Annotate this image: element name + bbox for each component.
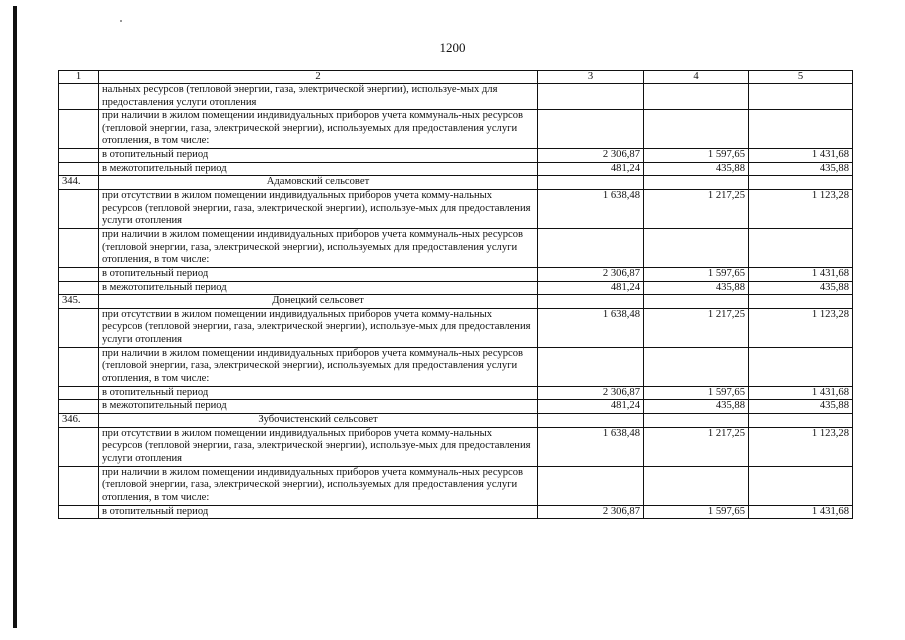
row-description: в межотопительный период — [99, 281, 538, 295]
binding-edge-line — [13, 6, 17, 628]
settlement-name: Донецкий сельсовет — [99, 295, 538, 309]
value-col5: 435,88 — [749, 400, 853, 414]
table-row — [59, 189, 853, 228]
value-col4: 1 597,65 — [644, 386, 749, 400]
row-description: в отопительный период — [99, 267, 538, 281]
column-header-4: 4 — [644, 71, 749, 84]
value-col5: 1 431,68 — [749, 386, 853, 400]
table-row — [59, 281, 853, 295]
row-description: нальных ресурсов (тепловой энергии, газа, электрической энергии), используе-мых для предоставления услуги отопления — [99, 84, 538, 110]
table-row — [59, 149, 853, 163]
value-col3: 1 638,48 — [538, 308, 644, 347]
value-col5: 435,88 — [749, 162, 853, 176]
value-col4: 435,88 — [644, 400, 749, 414]
value-col4: 1 597,65 — [644, 149, 749, 163]
table-row — [59, 427, 853, 466]
row-description: в отопительный период — [99, 505, 538, 519]
column-header-row — [59, 71, 853, 84]
value-col5: 1 123,28 — [749, 189, 853, 228]
section-header-row — [59, 413, 853, 427]
value-col3: 481,24 — [538, 281, 644, 295]
value-col5: 1 431,68 — [749, 505, 853, 519]
table-row — [59, 308, 853, 347]
value-col4: 1 597,65 — [644, 505, 749, 519]
value-col5: 1 431,68 — [749, 267, 853, 281]
table-row — [59, 228, 853, 267]
row-description: в отопительный период — [99, 149, 538, 163]
section-number: 344. — [59, 176, 99, 190]
row-description: при отсутствии в жилом помещении индивидуальных приборов учета комму-нальных ресурсов (тепловой энергии, газа, электрической энергии), используе-мых для предоставления услуги отопления — [99, 427, 538, 466]
row-description: в межотопительный период — [99, 162, 538, 176]
row-description: в отопительный период — [99, 386, 538, 400]
value-col5: 1 123,28 — [749, 308, 853, 347]
column-header-5: 5 — [749, 71, 853, 84]
value-col3: 2 306,87 — [538, 267, 644, 281]
column-header-1: 1 — [59, 71, 99, 84]
page-number: 1200 — [439, 40, 466, 55]
value-col4: 435,88 — [644, 162, 749, 176]
value-col4: 1 597,65 — [644, 267, 749, 281]
value-col3: 2 306,87 — [538, 505, 644, 519]
value-col4: 1 217,25 — [644, 189, 749, 228]
value-col3: 481,24 — [538, 162, 644, 176]
value-col3: 481,24 — [538, 400, 644, 414]
table-row — [59, 466, 853, 505]
table-row — [59, 84, 853, 110]
table-row — [59, 505, 853, 519]
section-number: 346. — [59, 413, 99, 427]
row-description: при наличии в жилом помещении индивидуальных приборов учета коммуналь-ных ресурсов (тепловой энергии, газа, электрической энергии), используемых для предоставления услуги отопления, в том числе: — [99, 110, 538, 149]
value-col3: 2 306,87 — [538, 149, 644, 163]
row-description: при наличии в жилом помещении индивидуальных приборов учета коммуналь-ных ресурсов (тепловой энергии, газа, электрической энергии), используемых для предоставления услуги отопления, в том числе: — [99, 347, 538, 386]
table-row — [59, 267, 853, 281]
scan-speck — [120, 20, 122, 22]
column-header-2: 2 — [99, 71, 538, 84]
table-row — [59, 162, 853, 176]
row-description: при наличии в жилом помещении индивидуальных приборов учета коммуналь-ных ресурсов (тепловой энергии, газа, электрической энергии), используемых для предоставления услуги отопления, в том числе: — [99, 228, 538, 267]
table-row — [59, 110, 853, 149]
settlement-name: Адамовский сельсовет — [99, 176, 538, 190]
value-col3: 1 638,48 — [538, 189, 644, 228]
section-number: 345. — [59, 295, 99, 309]
value-col4: 1 217,25 — [644, 308, 749, 347]
value-col3: 2 306,87 — [538, 386, 644, 400]
table-row — [59, 400, 853, 414]
value-col4: 435,88 — [644, 281, 749, 295]
column-header-3: 3 — [538, 71, 644, 84]
table-row — [59, 347, 853, 386]
tariff-table — [58, 70, 853, 519]
value-col5: 1 431,68 — [749, 149, 853, 163]
settlement-name: Зубочистенский сельсовет — [99, 413, 538, 427]
table-row — [59, 386, 853, 400]
value-col3: 1 638,48 — [538, 427, 644, 466]
value-col5: 1 123,28 — [749, 427, 853, 466]
row-description: при отсутствии в жилом помещении индивидуальных приборов учета комму-нальных ресурсов (тепловой энергии, газа, электрической энергии), используе-мых для предоставления услуги отопления — [99, 189, 538, 228]
section-header-row — [59, 295, 853, 309]
row-description: при наличии в жилом помещении индивидуальных приборов учета коммуналь-ных ресурсов (тепловой энергии, газа, электрической энергии), используемых для предоставления услуги отопления, в том числе: — [99, 466, 538, 505]
row-description: в межотопительный период — [99, 400, 538, 414]
value-col4: 1 217,25 — [644, 427, 749, 466]
row-description: при отсутствии в жилом помещении индивидуальных приборов учета комму-нальных ресурсов (тепловой энергии, газа, электрической энергии), используе-мых для предоставления услуги отопления — [99, 308, 538, 347]
section-header-row — [59, 176, 853, 190]
value-col5: 435,88 — [749, 281, 853, 295]
